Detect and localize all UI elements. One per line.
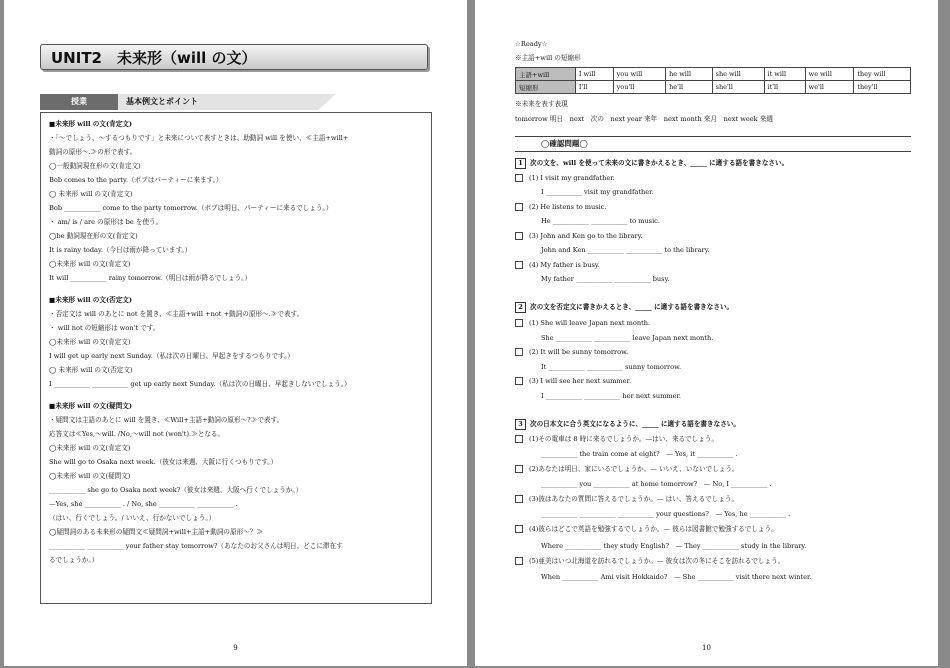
q2-item	[515, 317, 650, 329]
example-label: ◯未来形 will の文(肯定文)	[49, 444, 131, 452]
example-sentence: ___________ she go to Osaka next week?（彼女は来週、大阪へ行くでしょうか。）	[49, 486, 303, 494]
checkbox[interactable]	[515, 465, 523, 473]
q1-item-answer: He ___________ ___________ to music.	[541, 217, 660, 225]
q3-item	[515, 433, 718, 445]
q2-item	[515, 375, 631, 387]
table-header-cell: 短縮形	[516, 81, 576, 94]
example-label: ◯ 未来形 will の文(肯定文)	[49, 190, 133, 198]
kakunin-label: ◯確認問題◯	[541, 139, 588, 148]
checkbox[interactable]	[515, 435, 523, 443]
q1-item	[515, 259, 600, 271]
example-label: ◯疑問詞のある未来形の疑問文≪疑問詞+will+主語+動詞の原形～？≫	[49, 528, 263, 536]
page-number: 10	[702, 644, 711, 652]
table-cell: we will	[805, 68, 854, 81]
table-row	[516, 81, 911, 94]
q1-item-question: (3) John and Ken go to the library.	[529, 232, 643, 240]
q3-prompt-row	[515, 418, 740, 430]
kakunin-bar	[515, 136, 911, 152]
q3-item	[515, 555, 784, 567]
table-cell: we'll	[805, 81, 854, 94]
q3-number: 3	[515, 419, 526, 430]
table-header-cell: 主語+will	[516, 68, 576, 81]
q1-item	[515, 172, 615, 184]
checkbox[interactable]	[515, 203, 523, 211]
q1-item-answer: John and Ken ___________ ___________ to the library.	[541, 246, 710, 254]
section-slant	[318, 94, 336, 110]
example-translation: るでしょうか。）	[49, 556, 99, 564]
future-expr-line: tomorrow 明日 next 次の next year 来年 next month 来月 next week 来週	[515, 115, 773, 123]
q1-item-question: (4) My father is busy.	[529, 261, 600, 269]
future-expr-label: ※未来を表す表現	[515, 100, 568, 108]
q3-item	[515, 523, 778, 535]
page-number: 9	[233, 644, 238, 652]
q1-item-question: (2) He listens to music.	[529, 203, 607, 211]
q1-item-answer: My father ___________ ___________ busy.	[541, 275, 670, 283]
table-cell: it will	[764, 68, 805, 81]
q3-item-question: (3)彼はあなたの質問に答えるでしょうか。— はい、答えるでしょう。	[529, 495, 739, 503]
q3-item-question: (5)亜美はいつ北海道を訪れるでしょうか。— 彼女は次の冬にそこを訪れるでしょう。	[529, 557, 785, 565]
table-cell: he'll	[666, 81, 713, 94]
example-label: ◯未来形 will の文(肯定文)	[49, 338, 131, 346]
q3-prompt: 次の日本文に合う英文になるように、_____ に適する語を書きなさい。	[530, 420, 740, 428]
example-sentence: She will go to Osaka next week.（彼女は来週、大阪に行くつもりです。）	[49, 458, 278, 466]
q1-prompt: 次の文を、will を使って未来の文に書きかえるとき、_____ に適する語を書きなさい。	[530, 159, 789, 167]
explanation-line: 応答文は≪Yes,～will. /No,～will not (won't).≫となる。	[49, 430, 225, 438]
left-page	[4, 0, 467, 666]
checkbox[interactable]	[515, 348, 523, 356]
example-label: ◯未来形 will の文(肯定文)	[49, 260, 131, 268]
section-tag: 授業	[40, 94, 118, 110]
explanation-box	[40, 112, 432, 604]
q3-item	[515, 463, 739, 475]
q1-item-question: (1) I visit my grandfather.	[529, 174, 615, 182]
unit-title: UNIT2 未来形（will の文）	[40, 44, 428, 70]
q1-prompt-row	[515, 157, 788, 169]
table-cell: you'll	[613, 81, 666, 94]
example-sentence: It will ___________ rainy tomorrow.（明日は雨が降るでしょう。）	[49, 274, 252, 282]
table-cell: she will	[712, 68, 764, 81]
table-cell: I'll	[575, 81, 613, 94]
table-cell: you will	[613, 68, 666, 81]
checkbox[interactable]	[515, 377, 523, 385]
q2-prompt: 次の文を否定文に書きかえるとき、_____ に適する語を書きなさい。	[530, 303, 734, 311]
heading-question: ■未来形 will の文(疑問文)	[49, 402, 133, 410]
checkbox[interactable]	[515, 174, 523, 182]
q3-item-answer: ___________ the train come at eight? — Yes, it ___________ .	[541, 450, 738, 458]
q3-item-answer: When ___________ Ami visit Hokkaido? — She ___________ visit there next winter.	[541, 573, 812, 581]
q2-prompt-row	[515, 301, 733, 313]
explanation-line: ・疑問文は主語のあとに will を置き、≪Will+主語+動詞の原形～?≫で表す。	[49, 416, 284, 424]
checkbox[interactable]	[515, 495, 523, 503]
table-cell: it'll	[764, 81, 805, 94]
q3-item-answer: ___________ you ___________ at home tomorrow? — No, I ___________ .	[541, 480, 772, 488]
example-sentence: Bob comes to the party.（ボブはパーティーに来ます。）	[49, 176, 223, 184]
q3-item-answer: Where ___________ they study English? — They ___________ study in the library.	[541, 542, 807, 550]
example-label: ◯未来形 will の文(疑問文)	[49, 472, 131, 480]
q1-number: 1	[515, 158, 526, 169]
table-cell: they will	[854, 68, 911, 81]
table-row	[516, 68, 911, 81]
q1-item-answer: I ___________ visit my grandfather.	[541, 188, 654, 196]
heading-negative: ■未来形 will の文(否定文)	[49, 296, 133, 304]
q2-item-answer: I ___________ ___________ her next summer.	[541, 392, 681, 400]
section-label: 基本例文とポイント	[118, 94, 318, 110]
table-cell: they'll	[854, 81, 911, 94]
q2-number: 2	[515, 302, 526, 313]
contraction-label: ※主語+will の短縮形	[515, 54, 581, 62]
q2-item	[515, 346, 628, 358]
heading-affirmative: ■未来形 will の文(肯定文)	[49, 120, 133, 128]
example-sentence: —Yes, she ___________ . / No, she ___________ ___________ .	[49, 500, 238, 508]
table-cell: I will	[575, 68, 613, 81]
example-label: ◯一般動詞現在形の文(肯定文)	[49, 162, 141, 170]
explanation-line: ・ am/ is / are の原形は be を使う。	[49, 218, 163, 226]
explanation-line: ・ will not の短縮形は won't です。	[49, 324, 160, 332]
example-sentence: Bob ___________ come to the party tomorrow.（ボブは明日、パーティーに来るでしょう。）	[49, 204, 333, 212]
q3-item-question: (1)その電車は 8 時に来るでしょうか。—はい、来るでしょう。	[529, 435, 719, 443]
checkbox[interactable]	[515, 319, 523, 327]
q3-item	[515, 493, 738, 505]
example-sentence: It is rainy today.（今日は雨が降っています。）	[49, 246, 192, 254]
explanation-line: ・否定文は will のあとに not を置き、≪主語+will +not +動詞の原形～.≫で表す。	[49, 310, 304, 318]
example-sentence: I ___________ ___________ get up early next Sunday.（私は次の日曜日、早起きしないでしょう。）	[49, 380, 351, 388]
ready-label: ☆Ready☆	[515, 40, 548, 48]
section-header	[40, 94, 336, 110]
q3-item-question: (2)あなたは明日、家にいるでしょうか。— いいえ、いないでしょう。	[529, 465, 739, 473]
example-translation: （はい、行くでしょう。/ いいえ、行かないでしょう。）	[49, 514, 216, 522]
q1-item	[515, 201, 607, 213]
q2-item-question: (3) I will see her next summer.	[529, 377, 632, 385]
checkbox[interactable]	[515, 525, 523, 533]
table-cell: she'll	[712, 81, 764, 94]
checkbox[interactable]	[515, 232, 523, 240]
checkbox[interactable]	[515, 557, 523, 565]
example-sentence: ___________ ___________ your father stay tomorrow?（あなたのお父さんは明日、どこに滞在す	[49, 542, 343, 550]
q1-item	[515, 230, 643, 242]
q2-item-answer: It ___________ ___________ sunny tomorrow.	[541, 363, 682, 371]
checkbox[interactable]	[515, 261, 523, 269]
q3-item-question: (4)彼らはどこで英語を勉強するでしょうか。— 彼らは図書館で勉強するでしょう。	[529, 525, 778, 533]
example-label: ◯ 未来形 will の文(否定文)	[49, 366, 133, 374]
q2-item-question: (1) She will leave Japan next month.	[529, 319, 651, 327]
explanation-line: ・「～でしょう、～するつもりです」と未来について表すときは、助動詞 will を使い、≪主語+will+	[49, 134, 349, 142]
table-cell: he will	[666, 68, 713, 81]
q2-item-question: (2) It will be sunny tomorrow.	[529, 348, 629, 356]
right-page	[475, 0, 938, 666]
example-label: ◯be 動詞現在形の文(肯定文)	[49, 232, 138, 240]
q2-item-answer: She ___________ ___________ leave Japan next month.	[541, 334, 714, 342]
example-sentence: I will get up early next Sunday.（私は次の日曜日、早起きをするつもりです。）	[49, 352, 295, 360]
q3-item-answer: ___________ ___________ ___________ your questions? — Yes, he ___________ .	[541, 510, 791, 518]
contraction-table	[515, 67, 911, 94]
explanation-line: 動詞の原形～.≫の形で表す。	[49, 148, 137, 156]
